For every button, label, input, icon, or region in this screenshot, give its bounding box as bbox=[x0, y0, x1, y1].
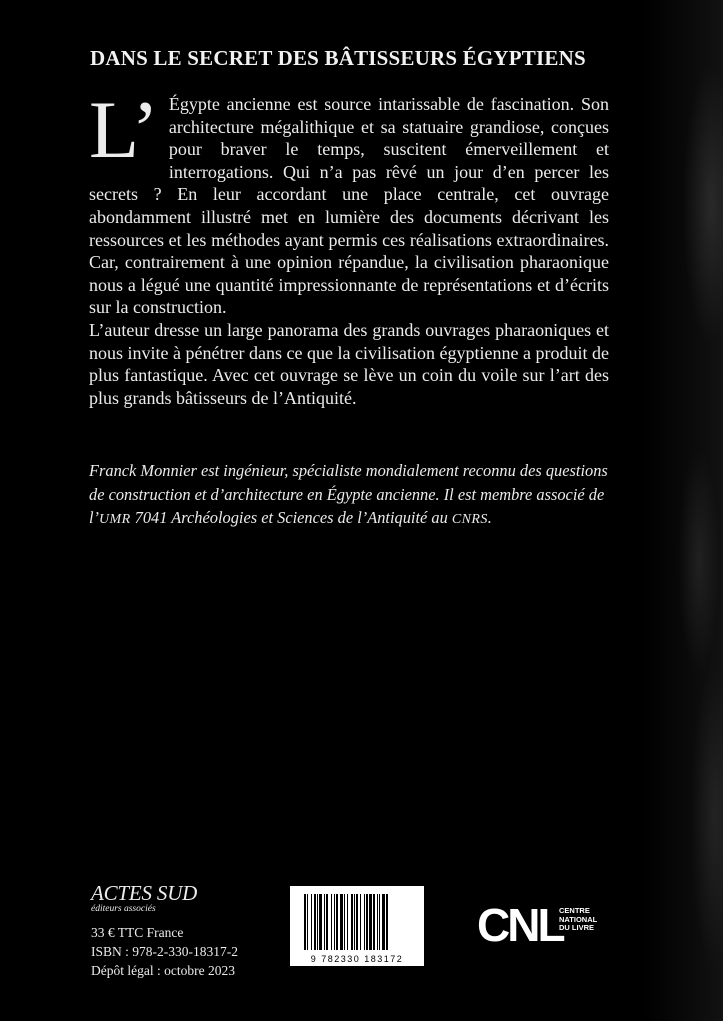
barcode-bar bbox=[360, 894, 361, 950]
barcode-bar bbox=[386, 894, 388, 950]
back-cover-title: DANS LE SECRET DES BÂTISSEURS ÉGYPTIENS bbox=[90, 46, 586, 70]
barcode-bar bbox=[314, 894, 316, 950]
cnl-logo-mark: CNL bbox=[477, 899, 563, 951]
barcode-bar bbox=[340, 894, 343, 950]
bio-part-3: . bbox=[487, 508, 492, 527]
cnl-logo-text bbox=[559, 907, 597, 933]
barcode-bar bbox=[344, 894, 345, 950]
drop-cap: L’ bbox=[89, 84, 159, 175]
barcode-bar bbox=[319, 894, 322, 950]
barcode-bar bbox=[351, 894, 353, 950]
bio-cnrs: CNRS bbox=[451, 512, 488, 527]
barcode-bar bbox=[307, 894, 308, 950]
barcode-bars bbox=[290, 886, 424, 952]
bio-umr: UMR bbox=[99, 512, 131, 527]
blurb-paragraph-1 bbox=[89, 84, 609, 319]
barcode-bar bbox=[347, 894, 348, 950]
barcode-bar bbox=[324, 894, 325, 950]
cnl-logo bbox=[477, 897, 607, 953]
legal-deposit: Dépôt légal : octobre 2023 bbox=[91, 963, 235, 978]
barcode-bar bbox=[379, 894, 380, 950]
barcode-digits: 9 782330 183172 bbox=[310, 954, 404, 964]
barcode-bar bbox=[331, 894, 332, 950]
barcode-bar bbox=[356, 894, 358, 950]
barcode-bar bbox=[369, 894, 372, 950]
cnl-line-3: DU LIVRE bbox=[559, 923, 595, 932]
barcode-bar bbox=[373, 894, 375, 950]
price: 33 € TTC France bbox=[91, 925, 184, 940]
barcode-bar bbox=[336, 894, 338, 950]
background-texture bbox=[643, 0, 723, 1021]
barcode-bar bbox=[304, 894, 306, 950]
blurb-paragraph-1-text: Égypte ancienne est source intarissable de fascination. Son architecture mégalithique et sa statuaire grandiose, conçues pour braver le temps, suscitent émerveillement et interrogations. Qui n’a pas rêvé un jour d’en percer les secrets ? En leur accordant une place centrale, cet ouvrage abondamment illustré met en lumière des documents décrivant les ressources et les méthodes ayant permis ces réalisations extraordinaires. Car, contrairement à une opinion répandue, la civilisation pharaonique nous a légué une quantité impressionnante de représentations et d’écrits sur la construction. bbox=[89, 94, 609, 318]
cnl-line-2: NATIONAL bbox=[559, 914, 598, 924]
barcode-bar bbox=[311, 894, 312, 950]
barcode bbox=[290, 886, 424, 966]
barcode-bar bbox=[334, 894, 335, 950]
imprint-block bbox=[91, 923, 238, 980]
barcode-bar bbox=[354, 894, 355, 950]
author-bio bbox=[89, 459, 611, 532]
barcode-bar bbox=[377, 894, 378, 950]
publisher-subtitle: éditeurs associés bbox=[91, 904, 156, 914]
blurb bbox=[89, 84, 609, 409]
publisher-logo: ACTES SUD bbox=[91, 881, 198, 905]
barcode-bar bbox=[326, 894, 328, 950]
barcode-bar bbox=[317, 894, 318, 950]
barcode-bar bbox=[364, 894, 365, 950]
bio-part-2: 7041 Archéologies et Sciences de l’Antiquité au bbox=[130, 508, 452, 527]
barcode-bar bbox=[366, 894, 368, 950]
isbn: ISBN : 978-2-330-18317-2 bbox=[91, 944, 238, 959]
bio-part-1: Franck Monnier est ingénieur, spécialiste mondialement reconnu des questions de construction et d’architecture en Égypte ancienne. Il est membre associé de l’ bbox=[89, 461, 608, 527]
blurb-paragraph-2: L’auteur dresse un large panorama des grands ouvrages pharaoniques et nous invite à pénétrer dans ce que la civilisation égyptienne a produit de plus fantastique. Avec cet ouvrage se lève un coin du voile sur l’art des plus grands bâtisseurs de l’Antiquité. bbox=[89, 319, 609, 408]
barcode-bar bbox=[382, 894, 385, 950]
cnl-line-1: CENTRE bbox=[559, 906, 590, 915]
